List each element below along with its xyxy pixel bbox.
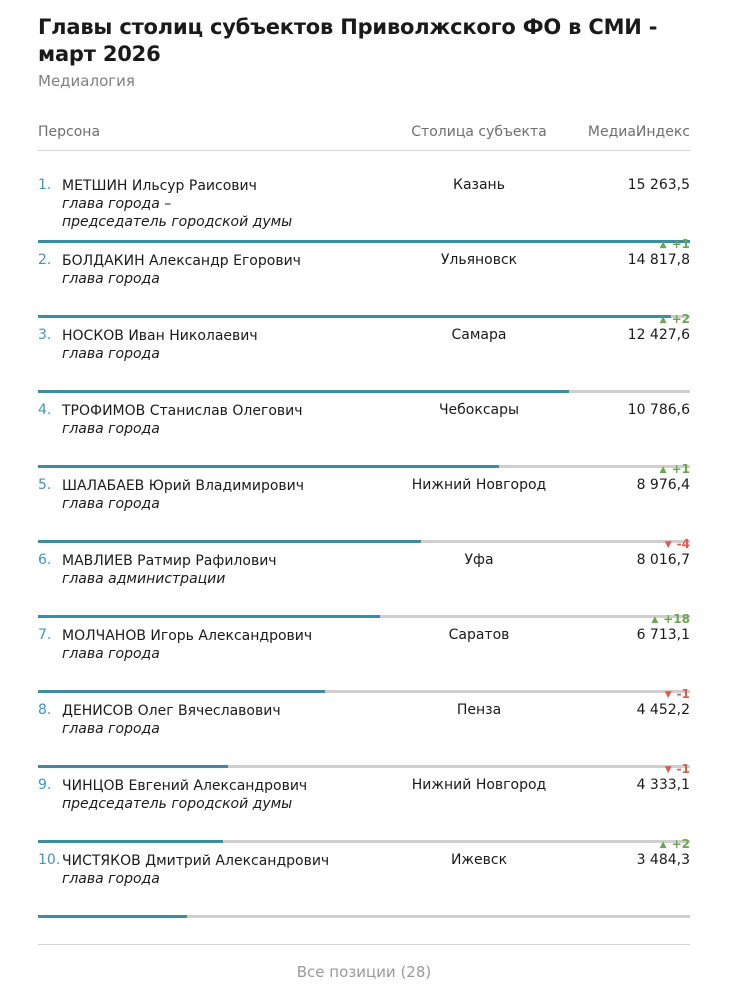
person-name[interactable]: БОЛДАКИН Александр Егорович (62, 253, 301, 269)
rank-change-badge (660, 237, 690, 251)
table-row[interactable] (38, 237, 690, 327)
table-row[interactable] (38, 462, 690, 552)
index-bar-fill (38, 540, 421, 543)
index-bar-fill (38, 615, 380, 618)
index-bar-track (38, 690, 690, 693)
capital-city: Самара (451, 327, 507, 343)
person-name[interactable]: МОЛЧАНОВ Игорь Александрович (62, 628, 313, 644)
all-positions-link[interactable]: Все позиции (28) (296, 963, 432, 981)
triangle-up-icon: ▲ (659, 315, 667, 325)
rank-change-value: -1 (676, 687, 690, 701)
index-bar-track (38, 240, 690, 243)
person-role: глава города (62, 496, 160, 512)
media-index-value: 3 484,3 (636, 852, 690, 868)
person-name[interactable]: МЕТШИН Ильсур Раисович (62, 178, 257, 194)
capital-city: Казань (453, 177, 505, 193)
row-rank: 9. (38, 777, 52, 793)
person-role: глава города – председатель городской думы (62, 196, 293, 230)
table-row[interactable] (38, 687, 690, 777)
index-bar-fill (38, 315, 671, 318)
table-row[interactable] (38, 837, 690, 927)
capital-city: Нижний Новгород (411, 777, 547, 793)
table-header (38, 124, 690, 151)
table-row[interactable] (38, 612, 690, 702)
rank-change-value: +1 (671, 462, 690, 476)
rank-change-value: +2 (671, 837, 690, 851)
media-index-value: 8 976,4 (636, 477, 690, 493)
row-rank: 6. (38, 552, 52, 568)
media-index-value: 10 786,6 (627, 402, 690, 418)
person-role: глава города (62, 871, 160, 887)
row-rank: 8. (38, 702, 52, 718)
page-subtitle: Медиалогия (38, 72, 135, 90)
person-role: глава города (62, 721, 160, 737)
person-role: глава города (62, 646, 160, 662)
person-name[interactable]: ДЕНИСОВ Олег Вячеславович (62, 703, 281, 719)
rank-change-badge (660, 312, 690, 326)
index-bar-fill (38, 915, 187, 918)
capital-city: Саратов (448, 627, 510, 643)
index-bar-fill (38, 390, 569, 393)
triangle-up-icon: ▲ (659, 465, 667, 475)
media-index-value: 4 452,2 (636, 702, 690, 718)
person-role: глава администрации (62, 571, 226, 587)
divider (38, 944, 690, 945)
rank-change-badge (665, 537, 690, 551)
media-index-value: 8 016,7 (636, 552, 690, 568)
media-index-value: 4 333,1 (636, 777, 690, 793)
rank-change-badge (665, 762, 690, 776)
media-index-value: 15 263,5 (627, 177, 690, 193)
row-rank: 2. (38, 252, 52, 268)
rank-change-badge (660, 837, 690, 851)
page-title: Главы столиц субъектов Приволжского ФО в СМИ - март 2026 (38, 15, 658, 66)
row-rank: 5. (38, 477, 52, 493)
triangle-up-icon: ▲ (651, 615, 659, 625)
row-rank: 7. (38, 627, 52, 643)
capital-city: Ульяновск (440, 252, 518, 268)
capital-city: Чебоксары (438, 402, 520, 418)
index-bar-fill (38, 840, 223, 843)
table-row[interactable] (38, 402, 690, 477)
index-bar-track (38, 765, 690, 768)
index-bar-track (38, 540, 690, 543)
index-bar-track (38, 840, 690, 843)
triangle-up-icon: ▲ (659, 240, 667, 250)
media-index-value: 6 713,1 (636, 627, 690, 643)
row-rank: 3. (38, 327, 52, 343)
media-index-value: 12 427,6 (627, 327, 690, 343)
person-name[interactable]: ЧИСТЯКОВ Дмитрий Александрович (62, 853, 330, 869)
rank-change-value: +18 (663, 612, 690, 626)
index-bar-track (38, 315, 690, 318)
index-bar-track (38, 615, 690, 618)
index-bar-track (38, 390, 690, 393)
rank-change-badge (651, 612, 690, 626)
row-rank: 10. (38, 852, 61, 868)
rank-change-value: -4 (676, 537, 690, 551)
table-row[interactable] (38, 177, 690, 252)
triangle-down-icon: ▼ (664, 765, 672, 775)
row-rank: 1. (38, 177, 52, 193)
capital-city: Нижний Новгород (411, 477, 547, 493)
rank-change-value: +1 (671, 237, 690, 251)
rank-change-badge (665, 687, 690, 701)
rank-change-value: +2 (671, 312, 690, 326)
rank-change-value: -1 (676, 762, 690, 776)
person-role: глава города (62, 421, 160, 437)
capital-city: Уфа (464, 552, 494, 568)
person-name[interactable]: НОСКОВ Иван Николаевич (62, 328, 258, 344)
table-row[interactable] (38, 537, 690, 627)
person-name[interactable]: ШАЛАБАЕВ Юрий Владимирович (62, 478, 305, 494)
column-header-capital[interactable]: Столица субъекта (411, 124, 547, 140)
table-row[interactable] (38, 312, 690, 402)
index-bar-fill (38, 690, 325, 693)
capital-city: Пенза (456, 702, 502, 718)
person-role: глава города (62, 271, 160, 287)
index-bar-fill (38, 765, 228, 768)
index-bar-fill (38, 240, 690, 243)
media-index-value: 14 817,8 (627, 252, 690, 268)
triangle-up-icon: ▲ (659, 840, 667, 850)
rank-change-badge (660, 462, 690, 476)
person-name[interactable]: ЧИНЦОВ Евгений Александрович (62, 778, 308, 794)
column-header-index[interactable]: МедиаИндекс (587, 124, 690, 140)
column-header-person[interactable]: Персона (38, 124, 101, 140)
person-role: глава города (62, 346, 160, 362)
index-bar-fill (38, 465, 499, 468)
person-name[interactable]: ТРОФИМОВ Станислав Олегович (62, 403, 303, 419)
row-rank: 4. (38, 402, 52, 418)
table-row[interactable] (38, 762, 690, 852)
index-bar-track (38, 915, 690, 918)
index-bar-track (38, 465, 690, 468)
person-role: председатель городской думы (62, 796, 293, 812)
triangle-down-icon: ▼ (664, 690, 672, 700)
person-name[interactable]: МАВЛИЕВ Ратмир Рафилович (62, 553, 277, 569)
capital-city: Ижевск (450, 852, 508, 868)
triangle-down-icon: ▼ (664, 540, 672, 550)
